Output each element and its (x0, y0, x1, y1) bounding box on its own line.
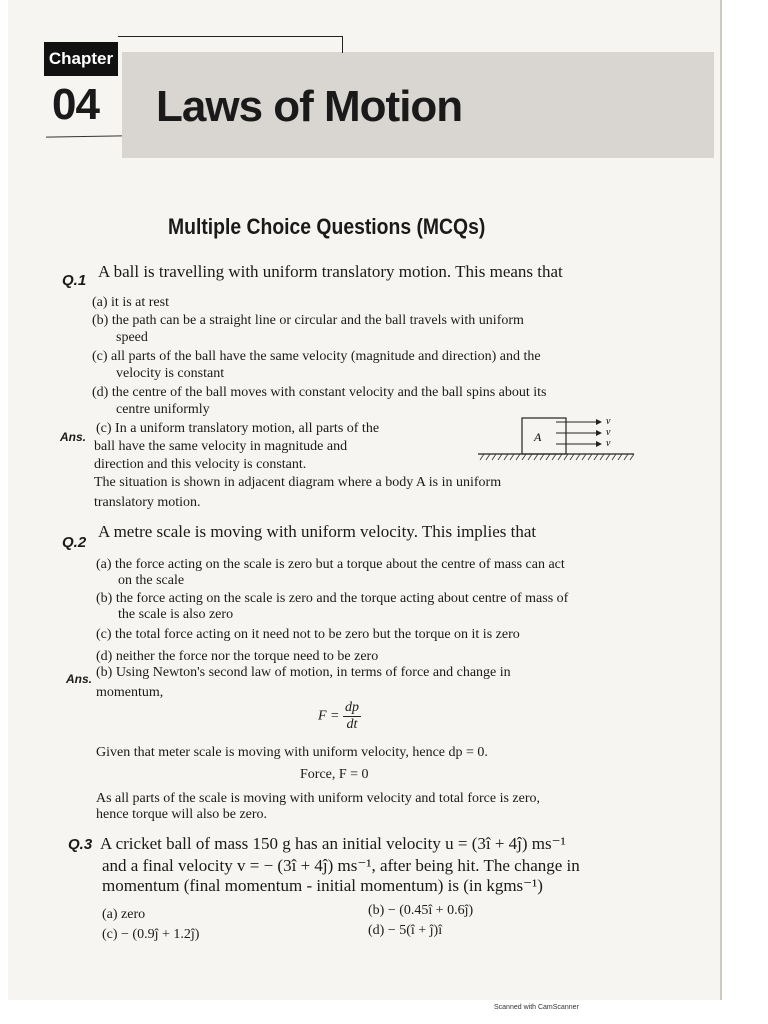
question-text: momentum (final momentum - initial momentum) is (in kgms⁻¹) (102, 876, 543, 895)
fraction (343, 700, 361, 733)
question-text: A metre scale is moving with uniform velocity. This implies that (98, 522, 537, 541)
fraction-numerator: dp (345, 700, 359, 715)
body-a-label: A (534, 430, 542, 444)
question-number: Q.2 (62, 534, 87, 551)
answer-line: translatory motion. (94, 495, 201, 510)
scanner-watermark: Scanned with CamScanner (494, 1004, 579, 1011)
chapter-number: 04 (52, 80, 99, 129)
question-text: A cricket ball of mass 150 g has an initial velocity u = (3î + 4ĵ) ms⁻¹ (100, 834, 566, 853)
answer-line: hence torque will also be zero. (96, 807, 268, 822)
answer-line: Given that meter scale is moving with uniform velocity, hence dp = 0. (96, 745, 488, 760)
chapter-label: Chapter (44, 42, 118, 76)
answer-line: momentum, (96, 685, 164, 700)
arrow-head (596, 430, 602, 436)
ground-hatching (480, 454, 634, 460)
formula (318, 700, 361, 733)
answer-line: ball have the same velocity in magnitude and (94, 439, 348, 454)
velocity-label: v (606, 427, 611, 438)
option-a-cont: on the scale (118, 573, 185, 588)
question-text: and a final velocity v = − (3î + 4ĵ) ms⁻¹, after being hit. The change in (102, 856, 580, 875)
option-b-cont: speed (116, 330, 148, 345)
answer-line: The situation is shown in adjacent diagram where a body A is in uniform (94, 475, 502, 490)
formula-lhs: F = (318, 708, 340, 724)
option-c: (c) − (0.9ĵ + 1.2ĵ) (102, 927, 200, 942)
option-c-cont: velocity is constant (116, 366, 225, 381)
answer-line: (b) Using Newton's second law of motion, in terms of force and change in (96, 665, 511, 680)
option-c: (c) all parts of the ball have the same velocity (magnitude and direction) and the (92, 349, 541, 364)
arrow-head (596, 419, 602, 425)
option-d: (d) the centre of the ball moves with constant velocity and the ball spins about its (92, 385, 547, 400)
option-d: (d) neither the force nor the torque need to be zero (96, 649, 379, 664)
answer-label: Ans. (60, 430, 87, 444)
velocity-label: v (606, 438, 611, 449)
option-a: (a) it is at rest (92, 295, 169, 310)
chapter-box-outline (118, 36, 343, 53)
option-c: (c) the total force acting on it need not to be zero but the torque on it is zero (96, 627, 520, 642)
question-text: A ball is travelling with uniform translatory motion. This means that (98, 262, 563, 281)
answer-line: As all parts of the scale is moving with uniform velocity and total force is zero, (96, 791, 540, 806)
section-title: Multiple Choice Questions (MCQs) (168, 214, 486, 239)
answer-line: (c) In a uniform translatory motion, all parts of the (96, 421, 380, 436)
option-a: (a) the force acting on the scale is zero but a torque about the centre of mass can act (96, 557, 565, 572)
option-a: (a) zero (102, 907, 146, 922)
fraction-denominator: dt (346, 717, 358, 732)
velocity-label: v (606, 416, 611, 427)
option-d: (d) − 5(î + ĵ)î (368, 923, 443, 938)
answer-line: direction and this velocity is constant. (94, 457, 307, 472)
body-a-box (522, 418, 566, 454)
arrow-head (596, 441, 602, 447)
option-b: (b) the path can be a straight line or circular and the ball travels with uniform (92, 313, 524, 328)
option-b: (b) the force acting on the scale is zero and the torque acting about centre of mass of (96, 591, 569, 606)
answer-line: Force, F = 0 (300, 767, 369, 782)
question-number: Q.3 (68, 836, 93, 853)
chapter-title: Laws of Motion (156, 82, 463, 131)
answer-label: Ans. (66, 672, 93, 686)
option-b-cont: the scale is also zero (118, 607, 234, 622)
translatory-motion-diagram (476, 414, 640, 466)
question-number: Q.1 (62, 272, 87, 289)
option-b: (b) − (0.45î + 0.6ĵ) (368, 903, 474, 918)
option-d-cont: centre uniformly (116, 402, 210, 417)
